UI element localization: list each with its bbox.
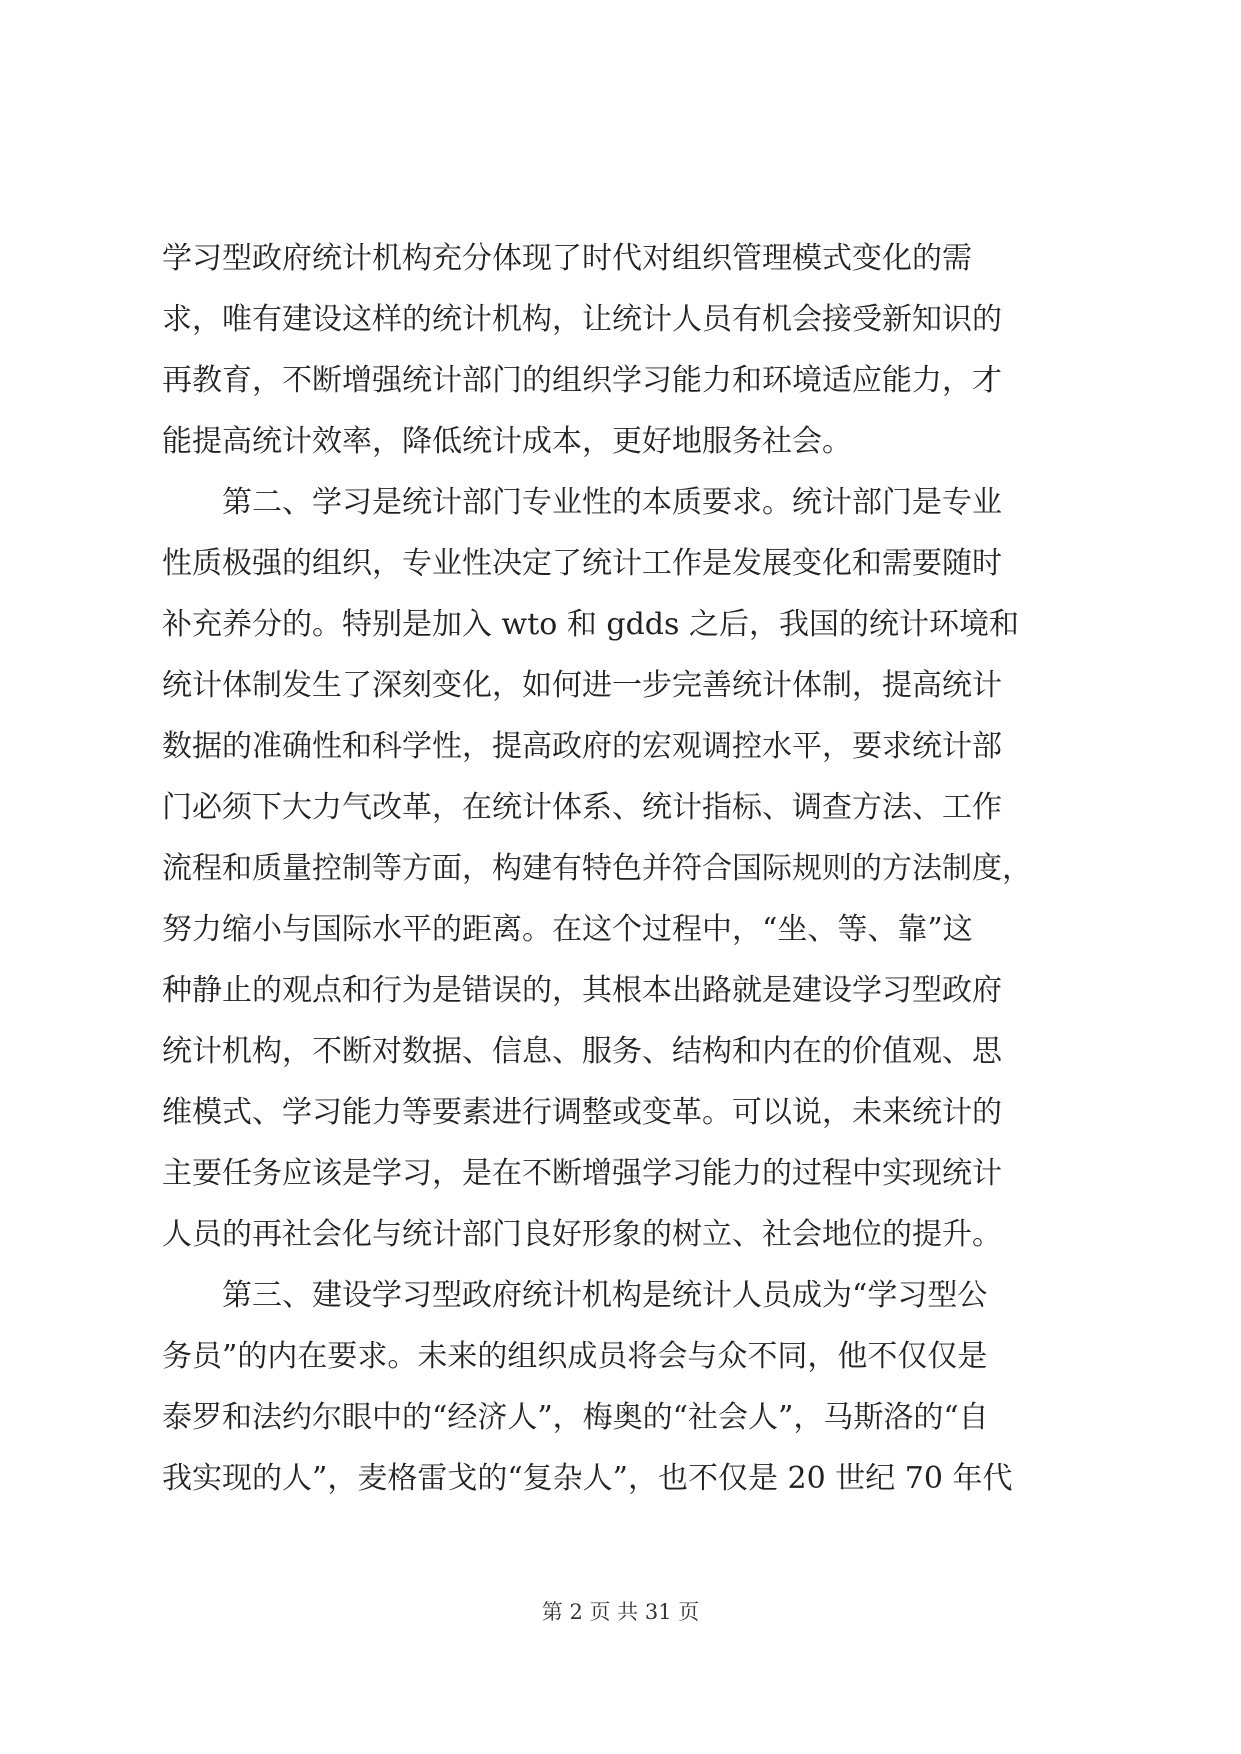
text-line: 种静止的观点和行为是错误的，其根本出路就是建设学习型政府 — [162, 973, 1002, 1008]
text-line: 维模式、学习能力等要素进行调整或变革。可以说，未来统计的 — [162, 1095, 1002, 1130]
text-line: 泰罗和法约尔眼中的“经济人”，梅奥的“社会人”，马斯洛的“自 — [162, 1400, 989, 1435]
text-line: 人员的再社会化与统计部门良好形象的树立、社会地位的提升。 — [162, 1217, 1002, 1252]
text-line: 求，唯有建设这样的统计机构，让统计人员有机会接受新知识的 — [162, 302, 1002, 337]
text-line: 第三、建设学习型政府统计机构是统计人员成为“学习型公 — [162, 1278, 988, 1313]
text-line: 努力缩小与国际水平的距离。在这个过程中，“坐、等、靠”这 — [162, 912, 973, 947]
text-line: 统计体制发生了深刻变化，如何进一步完善统计体制，提高统计 — [162, 668, 1002, 703]
text-line: 学习型政府统计机构充分体现了时代对组织管理模式变化的需 — [162, 241, 972, 276]
text-line: 流程和质量控制等方面，构建有特色并符合国际规则的方法制度， — [162, 851, 1032, 886]
text-line: 性质极强的组织，专业性决定了统计工作是发展变化和需要随时 — [162, 546, 1002, 581]
text-line: 再教育，不断增强统计部门的组织学习能力和环境适应能力，才 — [162, 363, 1002, 398]
text-line: 能提高统计效率，降低统计成本，更好地服务社会。 — [162, 424, 852, 459]
text-line: 第二、学习是统计部门专业性的本质要求。统计部门是专业 — [162, 485, 1002, 520]
page-number-footer: 第 2 页 共 31 页 — [541, 1600, 700, 1624]
text-line: 统计机构，不断对数据、信息、服务、结构和内在的价值观、思 — [162, 1034, 1002, 1069]
text-line: 主要任务应该是学习，是在不断增强学习能力的过程中实现统计 — [162, 1156, 1002, 1191]
text-line: 数据的准确性和科学性，提高政府的宏观调控水平，要求统计部 — [162, 729, 1002, 764]
text-line: 补充养分的。特别是加入 wto 和 gdds 之后，我国的统计环境和 — [162, 607, 1019, 642]
text-line: 我实现的人”，麦格雷戈的“复杂人”，也不仅是 20 世纪 70 年代 — [162, 1461, 1013, 1496]
text-line: 门必须下大力气改革，在统计体系、统计指标、调查方法、工作 — [162, 790, 1002, 825]
body-text — [162, 228, 1082, 1509]
text-line: 务员”的内在要求。未来的组织成员将会与众不同，他不仅仅是 — [162, 1339, 988, 1374]
